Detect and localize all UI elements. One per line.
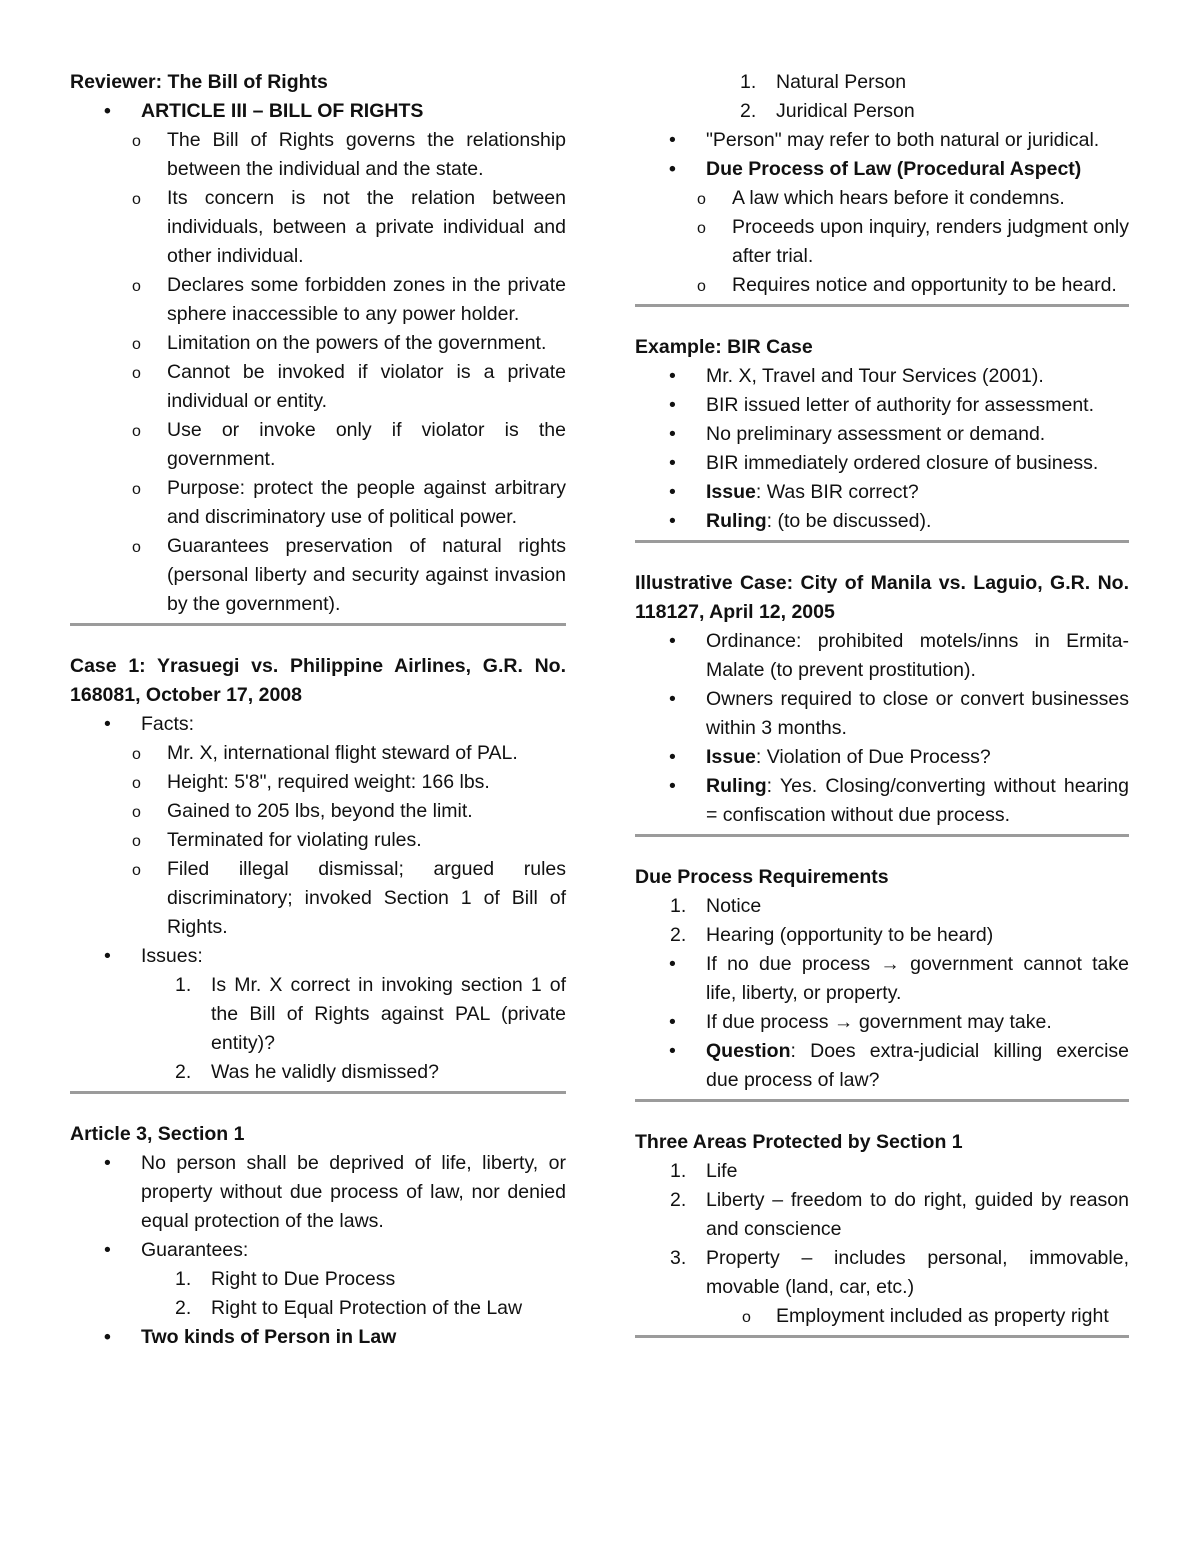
- left-column: [70, 68, 566, 1352]
- section-divider: [635, 1099, 1129, 1102]
- circle-bullet-icon: o: [697, 278, 706, 295]
- right-column: [635, 68, 1129, 1364]
- bullet-item: • Question: Does extra-judicial killing exercise due process of law?: [635, 1037, 1129, 1095]
- bullet-item: • If no due process → government cannot take life, liberty, or property.: [635, 950, 1129, 1008]
- bullet-icon: •: [669, 481, 676, 503]
- bullet-item: [70, 97, 566, 126]
- numbered-item: 1. Notice: [670, 895, 762, 917]
- circle-bullet-icon: o: [132, 804, 141, 821]
- numbered-item: 1. Life: [670, 1160, 738, 1182]
- sub-bullet-item: o Use or invoke only if violator is the government.: [132, 419, 566, 470]
- numbered-item: 2. Juridical Person: [740, 100, 915, 122]
- sub-bullet-item: o Purpose: protect the people against arbitrary and discriminatory use of political power.: [132, 477, 566, 528]
- circle-bullet-icon: o: [132, 775, 141, 792]
- bullet-item: [70, 942, 566, 971]
- bullet-item: • Ruling: (to be discussed).: [635, 507, 1129, 536]
- section-divider: [70, 1091, 566, 1094]
- circle-bullet-icon: o: [132, 833, 141, 850]
- sub-bullet-item: o Terminated for violating rules.: [70, 826, 566, 855]
- section-divider: [635, 540, 1129, 543]
- bullet-item: • Due Process of Law (Procedural Aspect): [635, 155, 1129, 184]
- bullet-icon: •: [669, 1040, 676, 1062]
- sub-bullet-item: o Employment included as property right: [635, 1302, 1129, 1331]
- sub-bullet-item: o Gained to 205 lbs, beyond the limit.: [70, 797, 566, 826]
- guarantees-label: Guarantees:: [141, 1239, 249, 1261]
- bullet-item: • Issue: Violation of Due Process?: [635, 743, 1129, 772]
- bullet-icon: •: [669, 394, 676, 416]
- issue-label: Issue: [706, 481, 756, 503]
- circle-bullet-icon: o: [132, 278, 141, 295]
- bullet-item: [70, 1236, 566, 1265]
- sub-bullet-item: o Height: 5'8", required weight: 166 lbs.: [70, 768, 566, 797]
- numbered-item: 3. Property – includes personal, immovable, movable (land, car, etc.): [670, 1247, 1129, 1298]
- facts-label: Facts:: [141, 713, 195, 735]
- bullet-icon: •: [669, 630, 676, 652]
- numbered-item: 2. Hearing (opportunity to be heard): [670, 924, 994, 946]
- bullet-icon: •: [104, 1152, 111, 1174]
- bullet-icon: •: [669, 452, 676, 474]
- bullet-item: • BIR immediately ordered closure of business.: [635, 449, 1129, 478]
- bullet-item: • Issue: Was BIR correct?: [635, 478, 1129, 507]
- bullet-icon: •: [669, 953, 676, 975]
- bullet-item: • BIR issued letter of authority for assessment.: [635, 391, 1129, 420]
- ruling-label: Ruling: [706, 510, 767, 532]
- numbered-sub-item: 2. Right to Equal Protection of the Law: [175, 1297, 523, 1319]
- sub-bullet-item: o The Bill of Rights governs the relationship between the individual and the state.: [132, 129, 566, 180]
- section1-title: Article 3, Section 1: [70, 1123, 245, 1145]
- bullet-item: [70, 710, 566, 739]
- sub-bullet-item: o Mr. X, international flight steward of PAL.: [70, 739, 566, 768]
- bullet-icon: •: [104, 1326, 111, 1348]
- circle-bullet-icon: o: [697, 220, 706, 237]
- sub-bullet-item: o Its concern is not the relation between individuals, between a private individual and other individual.: [132, 187, 566, 267]
- circle-bullet-icon: o: [132, 365, 141, 382]
- bullet-icon: •: [104, 713, 111, 735]
- section-divider: [635, 304, 1129, 307]
- numbered-item: 1. Natural Person: [740, 71, 907, 93]
- ruling-label: Ruling: [706, 775, 767, 797]
- sub-bullet-item: o A law which hears before it condemns.: [635, 184, 1129, 213]
- issues-label: Issues:: [141, 945, 203, 967]
- bullet-item: • Mr. X, Travel and Tour Services (2001).: [635, 362, 1129, 391]
- numbered-sub-item: 1. Right to Due Process: [175, 1268, 396, 1290]
- circle-bullet-icon: o: [132, 539, 141, 556]
- bullet-icon: •: [669, 746, 676, 768]
- circle-bullet-icon: o: [132, 423, 141, 440]
- circle-bullet-icon: o: [132, 191, 141, 208]
- circle-bullet-icon: o: [132, 746, 141, 763]
- bullet-item: • Ruling: Yes. Closing/converting without hearing = confiscation without due process.: [635, 772, 1129, 830]
- bullet-item: • Owners required to close or convert businesses within 3 months.: [635, 685, 1129, 743]
- section-divider: [70, 623, 566, 626]
- circle-bullet-icon: o: [742, 1309, 751, 1326]
- bullet-icon: •: [669, 158, 676, 180]
- sub-bullet-item: o Declares some forbidden zones in the private sphere inaccessible to any power holder.: [132, 274, 566, 325]
- circle-bullet-icon: o: [132, 336, 141, 353]
- sub-bullet-item: o Guarantees preservation of natural rights (personal liberty and security against invasion by the government).: [132, 535, 566, 615]
- bullet-icon: •: [669, 365, 676, 387]
- bullet-icon: •: [104, 1239, 111, 1261]
- bullet-icon: •: [104, 100, 111, 122]
- question-label: Question: [706, 1040, 791, 1062]
- requirements-title: Due Process Requirements: [635, 866, 889, 888]
- bullet-icon: •: [669, 688, 676, 710]
- case1-title: Case 1: Yrasuegi vs. Philippine Airlines, G.R. No. 168081, October 17, 2008: [70, 655, 566, 706]
- sub-bullet-item: o Requires notice and opportunity to be heard.: [635, 271, 1129, 300]
- bullet-icon: •: [104, 945, 111, 967]
- bullet-item: • Two kinds of Person in Law: [70, 1323, 566, 1352]
- document-title: Reviewer: The Bill of Rights: [70, 71, 328, 93]
- bir-case-title: Example: BIR Case: [635, 336, 813, 358]
- section-divider: [635, 834, 1129, 837]
- article-heading: ARTICLE III – BILL OF RIGHTS: [141, 100, 424, 122]
- bullet-item: • If due process → government may take.: [635, 1008, 1129, 1037]
- bullet-icon: •: [669, 129, 676, 151]
- sub-bullet-item: o Filed illegal dismissal; argued rules discriminatory; invoked Section 1 of Bill of Rights.: [132, 858, 566, 938]
- circle-bullet-icon: o: [697, 191, 706, 208]
- sub-bullet-item: o Proceeds upon inquiry, renders judgment only after trial.: [697, 216, 1129, 267]
- section-divider: [635, 1335, 1129, 1338]
- circle-bullet-icon: o: [132, 481, 141, 498]
- circle-bullet-icon: o: [132, 862, 141, 879]
- manila-case-title: Illustrative Case: City of Manila vs. Laguio, G.R. No. 118127, April 12, 2005: [635, 572, 1129, 623]
- circle-bullet-icon: o: [132, 133, 141, 150]
- bullet-item: • Ordinance: prohibited motels/inns in Ermita-Malate (to prevent prostitution).: [635, 627, 1129, 685]
- bullet-icon: •: [669, 775, 676, 797]
- bullet-item: • "Person" may refer to both natural or juridical.: [635, 126, 1129, 155]
- bullet-item: • No preliminary assessment or demand.: [635, 420, 1129, 449]
- bullet-icon: •: [669, 423, 676, 445]
- sub-bullet-item: o Limitation on the powers of the government.: [70, 329, 566, 358]
- bullet-icon: •: [669, 510, 676, 532]
- numbered-sub-item: 2. Was he validly dismissed?: [175, 1061, 439, 1083]
- bullet-icon: •: [669, 1011, 676, 1033]
- numbered-sub-item: 1. Is Mr. X correct in invoking section 1 of the Bill of Rights against PAL (private entity)?: [175, 974, 566, 1054]
- sub-bullet-item: o Cannot be invoked if violator is a private individual or entity.: [132, 361, 566, 412]
- issue-label: Issue: [706, 746, 756, 768]
- bullet-item: • No person shall be deprived of life, liberty, or property without due process of law, nor denied equal protection of the laws.: [70, 1149, 566, 1236]
- numbered-item: 2. Liberty – freedom to do right, guided by reason and conscience: [670, 1189, 1129, 1240]
- areas-title: Three Areas Protected by Section 1: [635, 1131, 963, 1153]
